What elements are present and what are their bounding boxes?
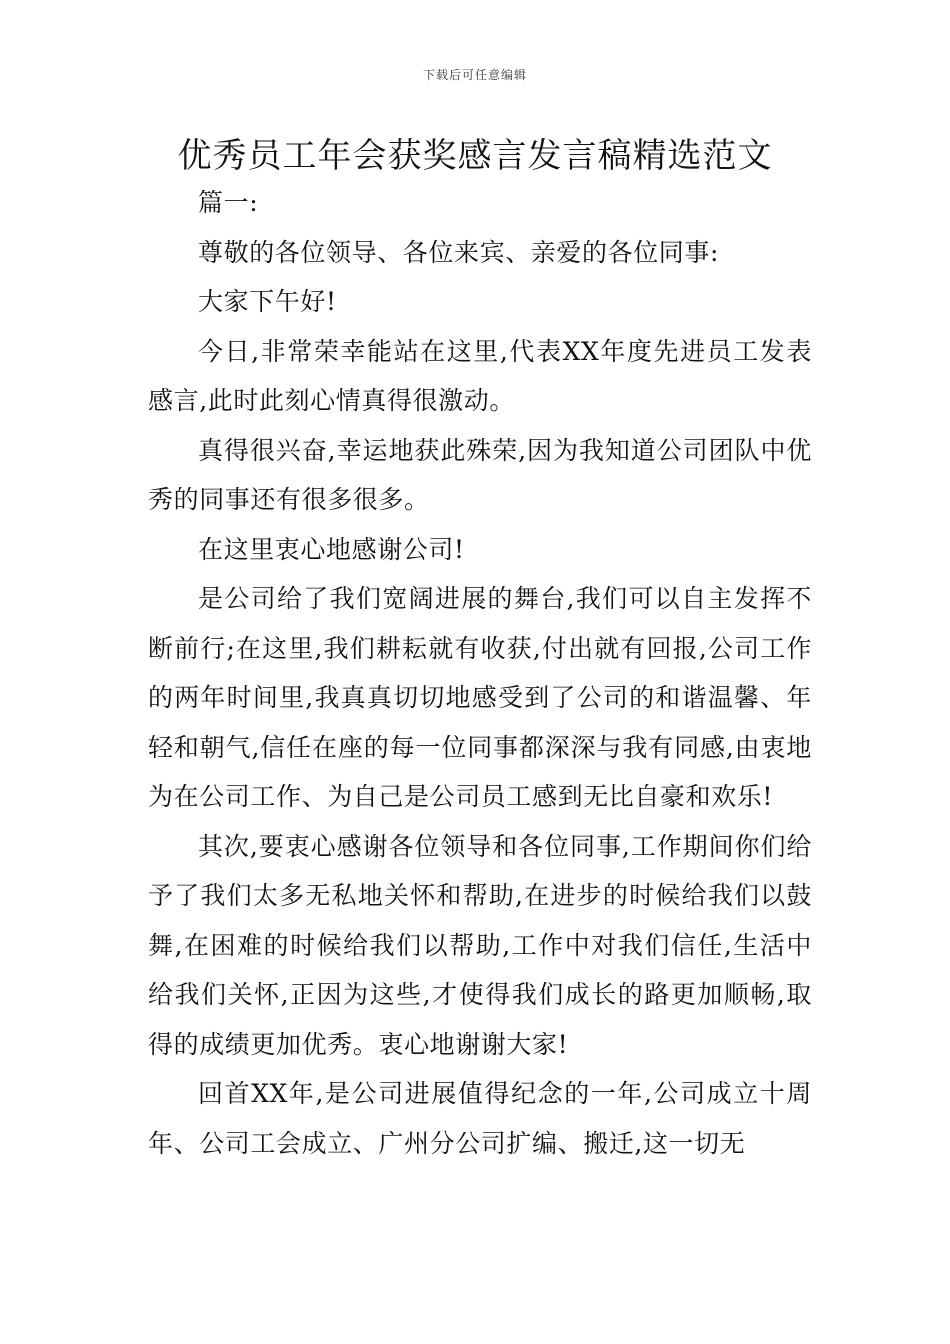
paragraph: 在这里衷心地感谢公司! — [198, 534, 465, 564]
paragraph: 今日,非常荣幸能站在这里,代表XX年度先进员工发表感言,此时此刻心情真得很激动。 — [148, 336, 812, 415]
paragraph: 其次,要衷心感谢各位领导和各位同事,工作期间你们给予了我们太多无私地关怀和帮助,在进步的时候给我们以鼓舞,在困难的时候给我们以帮助,工作中对我们信任,生活中给我们关怀,正因为这些,才使得我们成长的路更加顺畅,取得的成绩更加优秀。衷心地谢谢大家! — [148, 831, 812, 1059]
paragraph-salutation: 尊敬的各位领导、各位来宾、亲爱的各位同事: — [198, 237, 720, 267]
paragraph: 回首XX年,是公司进展值得纪念的一年,公司成立十周年、公司工会成立、广州分公司扩编、搬迁,这一切无 — [148, 1079, 812, 1158]
paragraph: 是公司给了我们宽阔进展的舞台,我们可以自主发挥不断前行;在这里,我们耕耘就有收获,付出就有回报,公司工作的两年时间里,我真真切切地感受到了公司的和谐温馨、年轻和朝气,信任在座的每一位同事都深深与我有同感,由衷地为在公司工作、为自己是公司员工感到无比自豪和欢乐! — [148, 584, 812, 811]
document-title: 优秀员工年会获奖感言发言稿精选范文 — [177, 136, 773, 176]
document-body — [148, 178, 812, 1168]
header-note: 下载后可任意编辑 — [422, 68, 527, 82]
paragraph-greeting: 大家下午好! — [198, 287, 337, 316]
paragraph-section-label: 篇一: — [198, 188, 259, 217]
paragraph: 真得很兴奋,幸运地获此殊荣,因为我知道公司团队中优秀的同事还有很多很多。 — [148, 435, 812, 514]
